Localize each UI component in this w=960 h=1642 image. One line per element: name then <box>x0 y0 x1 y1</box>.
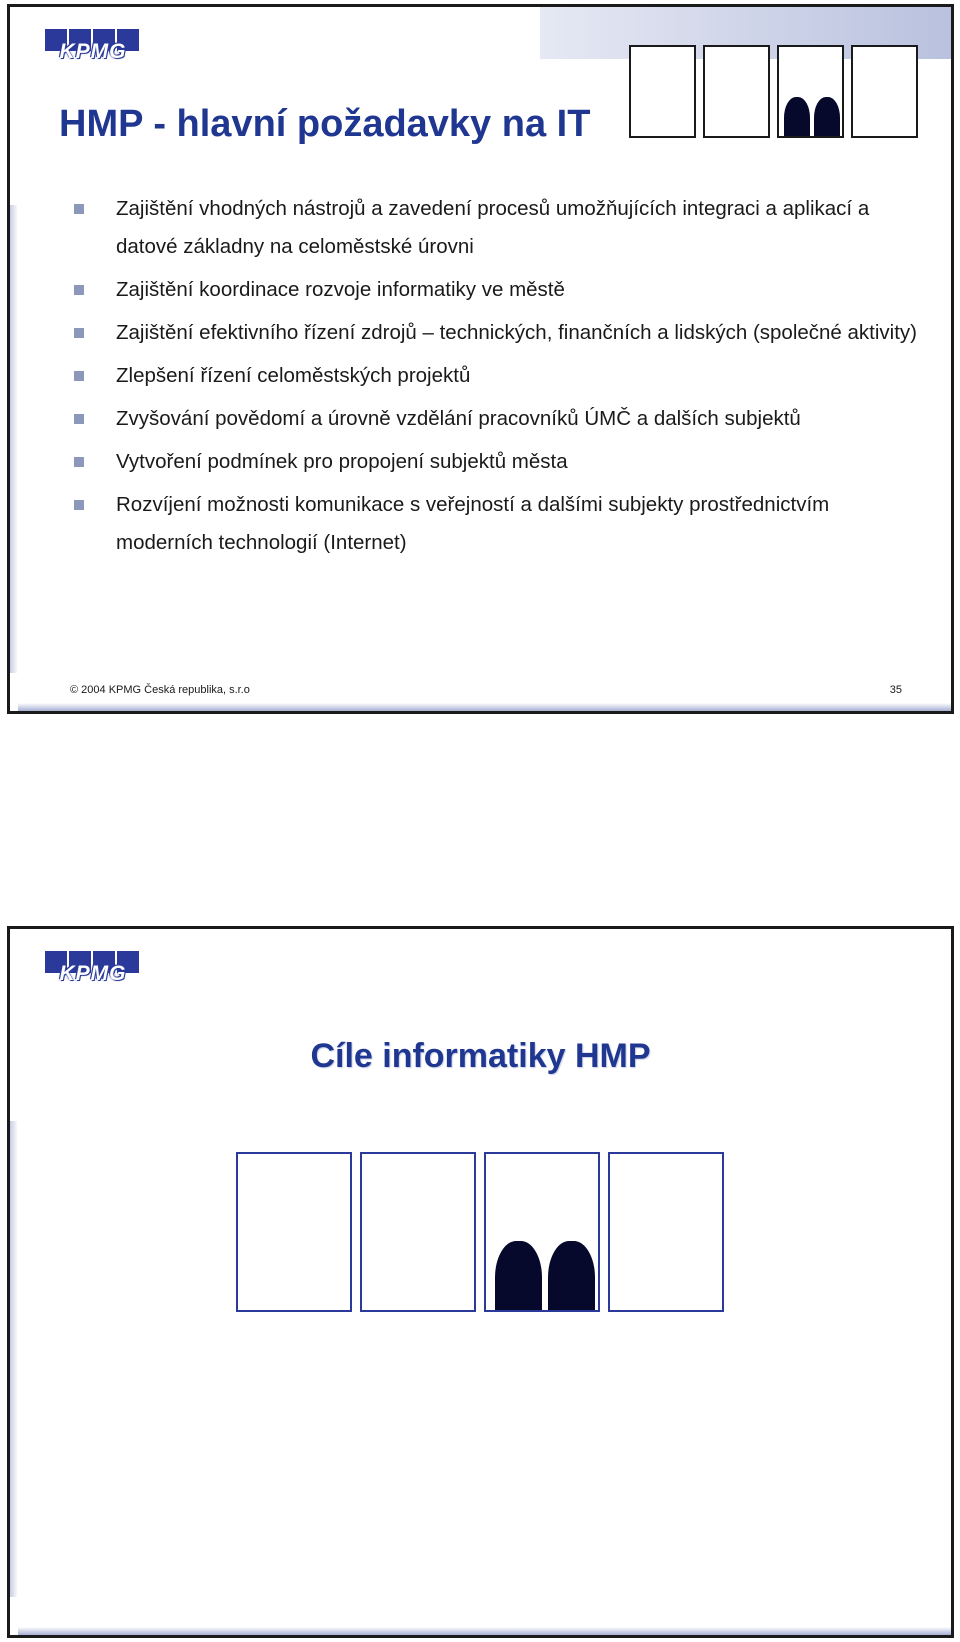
blank-frame <box>608 1152 724 1312</box>
list-item-text: Zlepšení řízení celoměstských projektů <box>116 364 471 387</box>
kpmg-logo-text: KPMG <box>59 962 127 985</box>
slide-title: HMP - hlavní požadavky na IT <box>59 103 591 145</box>
square-bullet-icon <box>74 500 84 510</box>
grate-photo <box>484 1152 600 1312</box>
list-item <box>70 443 930 481</box>
left-edge-shading <box>10 1121 18 1597</box>
kpmg-logo <box>45 951 141 991</box>
list-item <box>70 314 930 352</box>
list-item <box>70 357 930 395</box>
left-edge-shading <box>10 205 18 673</box>
bottom-edge-shading <box>18 703 951 711</box>
kpmg-logo <box>45 29 141 69</box>
slide-title: Cíle informatiky HMP <box>310 1037 651 1075</box>
gears-photo <box>236 1152 352 1312</box>
title-image-strip <box>236 1152 724 1312</box>
photo-shape <box>814 97 840 138</box>
photo-shape <box>784 97 810 138</box>
photo-shape <box>495 1241 542 1312</box>
slide-2 <box>7 926 954 1638</box>
photo-shape <box>548 1241 595 1312</box>
header-image-strip <box>629 45 918 138</box>
list-item-text: Vytvoření podmínek pro propojení subjektů města <box>116 450 568 473</box>
list-item-text: Rozvíjení možnosti komunikace s veřejností a dalšími subjekty prostřednictvím moderních technologií (Internet) <box>116 493 830 554</box>
slide-1 <box>7 4 954 714</box>
list-item-text: Zajištění vhodných nástrojů a zavedení procesů umožňujících integraci a aplikací a datové základny na celoměstské úrovni <box>116 197 870 258</box>
square-bullet-icon <box>74 457 84 467</box>
blank-frame <box>360 1152 476 1312</box>
list-item-text: Zajištění efektivního řízení zdrojů – technických, finančních a lidských (společné aktivity) <box>116 321 918 344</box>
blank-frame <box>703 45 770 138</box>
list-item-text: Zajištění koordinace rozvoje informatiky ve městě <box>116 278 565 301</box>
square-bullet-icon <box>74 285 84 295</box>
page-number: 35 <box>889 684 902 696</box>
square-bullet-icon <box>74 414 84 424</box>
square-bullet-icon <box>74 371 84 381</box>
kpmg-logo-text: KPMG <box>59 40 127 63</box>
list-item <box>70 486 930 562</box>
list-item <box>70 271 930 309</box>
list-item-text: Zvyšování povědomí a úrovně vzdělání pracovníků ÚMČ a dalších subjektů <box>116 407 801 430</box>
blank-frame <box>851 45 918 138</box>
square-bullet-icon <box>74 204 84 214</box>
gears-photo <box>629 45 696 138</box>
bottom-edge-shading <box>18 1627 951 1635</box>
grate-photo <box>777 45 844 138</box>
square-bullet-icon <box>74 328 84 338</box>
list-item <box>70 400 930 438</box>
list-item <box>70 190 930 266</box>
requirements-list <box>70 190 930 567</box>
footer-copyright: © 2004 KPMG Česká republika, s.r.o <box>70 684 250 696</box>
